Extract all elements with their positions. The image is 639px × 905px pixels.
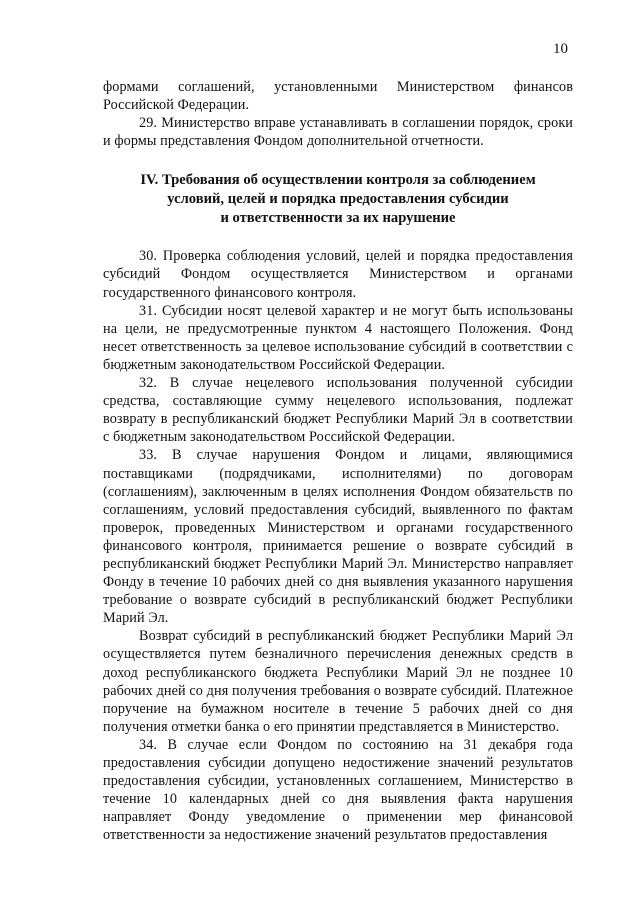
section-heading-line-1: IV. Требования об осуществлении контроля за соблюдением: [140, 172, 536, 189]
document-body: [103, 78, 573, 844]
section-heading-line-3: и ответственности за их нарушение: [220, 210, 456, 227]
paragraph-30: 30. Проверка соблюдения условий, целей и порядка предоставления субсидий Фондом осуществляется Министерством и органами государственного финансового контроля.: [103, 248, 573, 301]
paragraph-33: 33. В случае нарушения Фондом и лицами, являющимися поставщиками (подрядчиками, исполнителями) по договорам (соглашениям), заключенным в целях исполнения Фондом обязательств по соглашениям, условий предоставления субсидий, выявленного по фактам проверок, проведенных Министерством и органами государственного финансового контроля, принимается решение о возврате субсидий в республиканский бюджет Республики Марий Эл. Министерство направляет Фонду в течение 10 рабочих дней со дня выявления указанного нарушения требование о возврате субсидий в республиканский бюджет Республики Марий Эл.: [103, 447, 573, 627]
paragraph-29: 29. Министерство вправе устанавливать в соглашении порядок, сроки и формы представления Фондом дополнительной отчетности.: [103, 115, 573, 150]
paragraph-refund: Возврат субсидий в республиканский бюджет Республики Марий Эл осуществляется путем безналичного перечисления денежных средств в доход республиканского бюджета Республики Марий Эл не позднее 10 рабочих дней со дня получения требования о возврате субсидий. Платежное поручение на бумажном носителе в течение 5 рабочих дней со дня получения отметки банка о его принятии представляется в Министерство.: [103, 628, 573, 735]
paragraph-32: 32. В случае нецелевого использования полученной субсидии средства, составляющие сумму нецелевого использования, подлежат возврату в республиканский бюджет Республики Марий Эл в соответствии с бюджетным законодательством Российской Федерации.: [103, 375, 573, 446]
section-heading: [103, 171, 573, 228]
section-heading-line-2: условий, целей и порядка предоставления субсидии: [167, 191, 509, 208]
paragraph-continuation: формами соглашений, установленными Министерством финансов Российской Федерации.: [103, 79, 573, 114]
page-number: 10: [553, 41, 568, 57]
paragraph-31: 31. Субсидии носят целевой характер и не могут быть использованы на цели, не предусмотренные пунктом 4 настоящего Положения. Фонд несет ответственность за целевое использование субсидий в соответствии с бюджетным законодательством Российской Федерации.: [103, 302, 573, 373]
paragraph-34: 34. В случае если Фондом по состоянию на 31 декабря года предоставления субсидии допущено недостижение значений результатов предоставления субсидии, установленных соглашением, Министерство в течение 10 календарных дней со дня выявления факта нарушения направляет Фонду уведомление о применении мер финансовой ответственности за недостижение значений результатов предоставления: [103, 736, 573, 844]
